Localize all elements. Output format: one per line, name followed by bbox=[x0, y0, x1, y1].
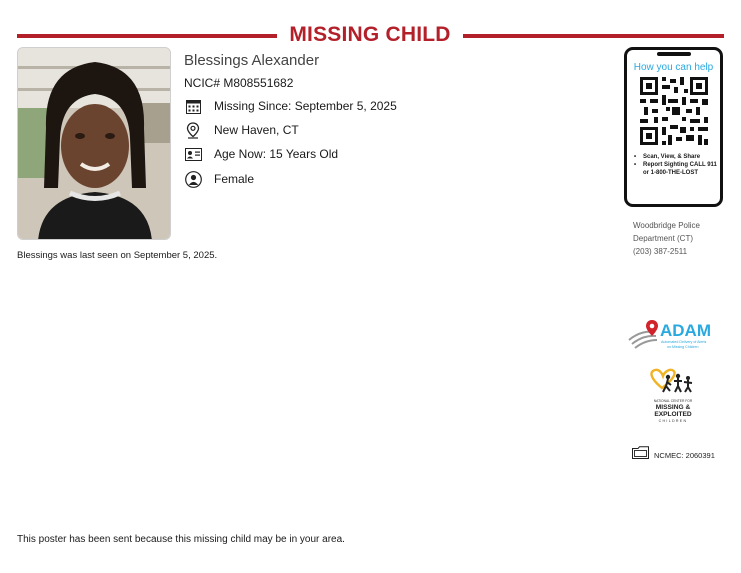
svg-text:on Missing Children: on Missing Children bbox=[667, 345, 699, 349]
svg-text:MISSING &: MISSING & bbox=[655, 404, 691, 411]
location-row bbox=[184, 121, 299, 139]
footer-note: This poster has been sent because this missing child may be in your area. bbox=[17, 534, 345, 545]
svg-text:ADAM: ADAM bbox=[660, 321, 711, 340]
case-number-row bbox=[632, 446, 715, 464]
age-now: Age Now: 15 Years Old bbox=[214, 147, 339, 161]
gender-row bbox=[184, 170, 255, 188]
agency-contact bbox=[633, 219, 700, 258]
case-file-icon bbox=[632, 446, 649, 464]
missing-since-row bbox=[184, 97, 397, 115]
case-number: NCMEC: 2060391 bbox=[654, 450, 715, 460]
help-bullets bbox=[634, 153, 720, 177]
ncic-number: NCIC# M808551682 bbox=[184, 76, 294, 90]
header-rule-left bbox=[17, 34, 277, 38]
calendar-icon bbox=[184, 97, 202, 115]
poster-title: MISSING CHILD bbox=[289, 23, 451, 46]
agency-line: Woodbridge Police bbox=[633, 221, 701, 230]
svg-text:CHILDREN: CHILDREN bbox=[658, 419, 688, 423]
location-pin-icon bbox=[184, 121, 202, 139]
help-bullet-share: • Scan, View, & Share bbox=[634, 153, 720, 161]
phone-notch bbox=[657, 52, 691, 56]
agency-phone: (203) 387-2511 bbox=[633, 247, 688, 256]
how-to-help-panel bbox=[624, 47, 723, 207]
qr-code[interactable] bbox=[640, 77, 708, 145]
missing-since: Missing Since: September 5, 2025 bbox=[214, 99, 397, 113]
svg-text:Automated Delivery of Alerts: Automated Delivery of Alerts bbox=[661, 340, 707, 344]
svg-text:NATIONAL CENTER FOR: NATIONAL CENTER FOR bbox=[653, 399, 693, 403]
person-icon bbox=[184, 170, 202, 188]
age-row bbox=[184, 145, 339, 163]
child-photo bbox=[17, 47, 171, 240]
agency-line: Department (CT) bbox=[633, 234, 694, 243]
help-bullet-report: • Report Sighting CALL 911 or 1-800-THE-LOST bbox=[634, 161, 720, 177]
last-seen-statement: Blessings was last seen on September 5, 2025. bbox=[17, 250, 218, 261]
adam-logo bbox=[627, 318, 720, 354]
child-name: Blessings Alexander bbox=[184, 52, 320, 69]
ncmec-logo bbox=[644, 368, 702, 428]
missing-location: New Haven, CT bbox=[214, 123, 299, 137]
id-card-icon bbox=[184, 145, 202, 163]
header-rule-right bbox=[463, 34, 724, 38]
svg-text:EXPLOITED: EXPLOITED bbox=[654, 411, 692, 418]
help-title: How you can help bbox=[633, 62, 714, 73]
gender: Female bbox=[214, 172, 255, 186]
